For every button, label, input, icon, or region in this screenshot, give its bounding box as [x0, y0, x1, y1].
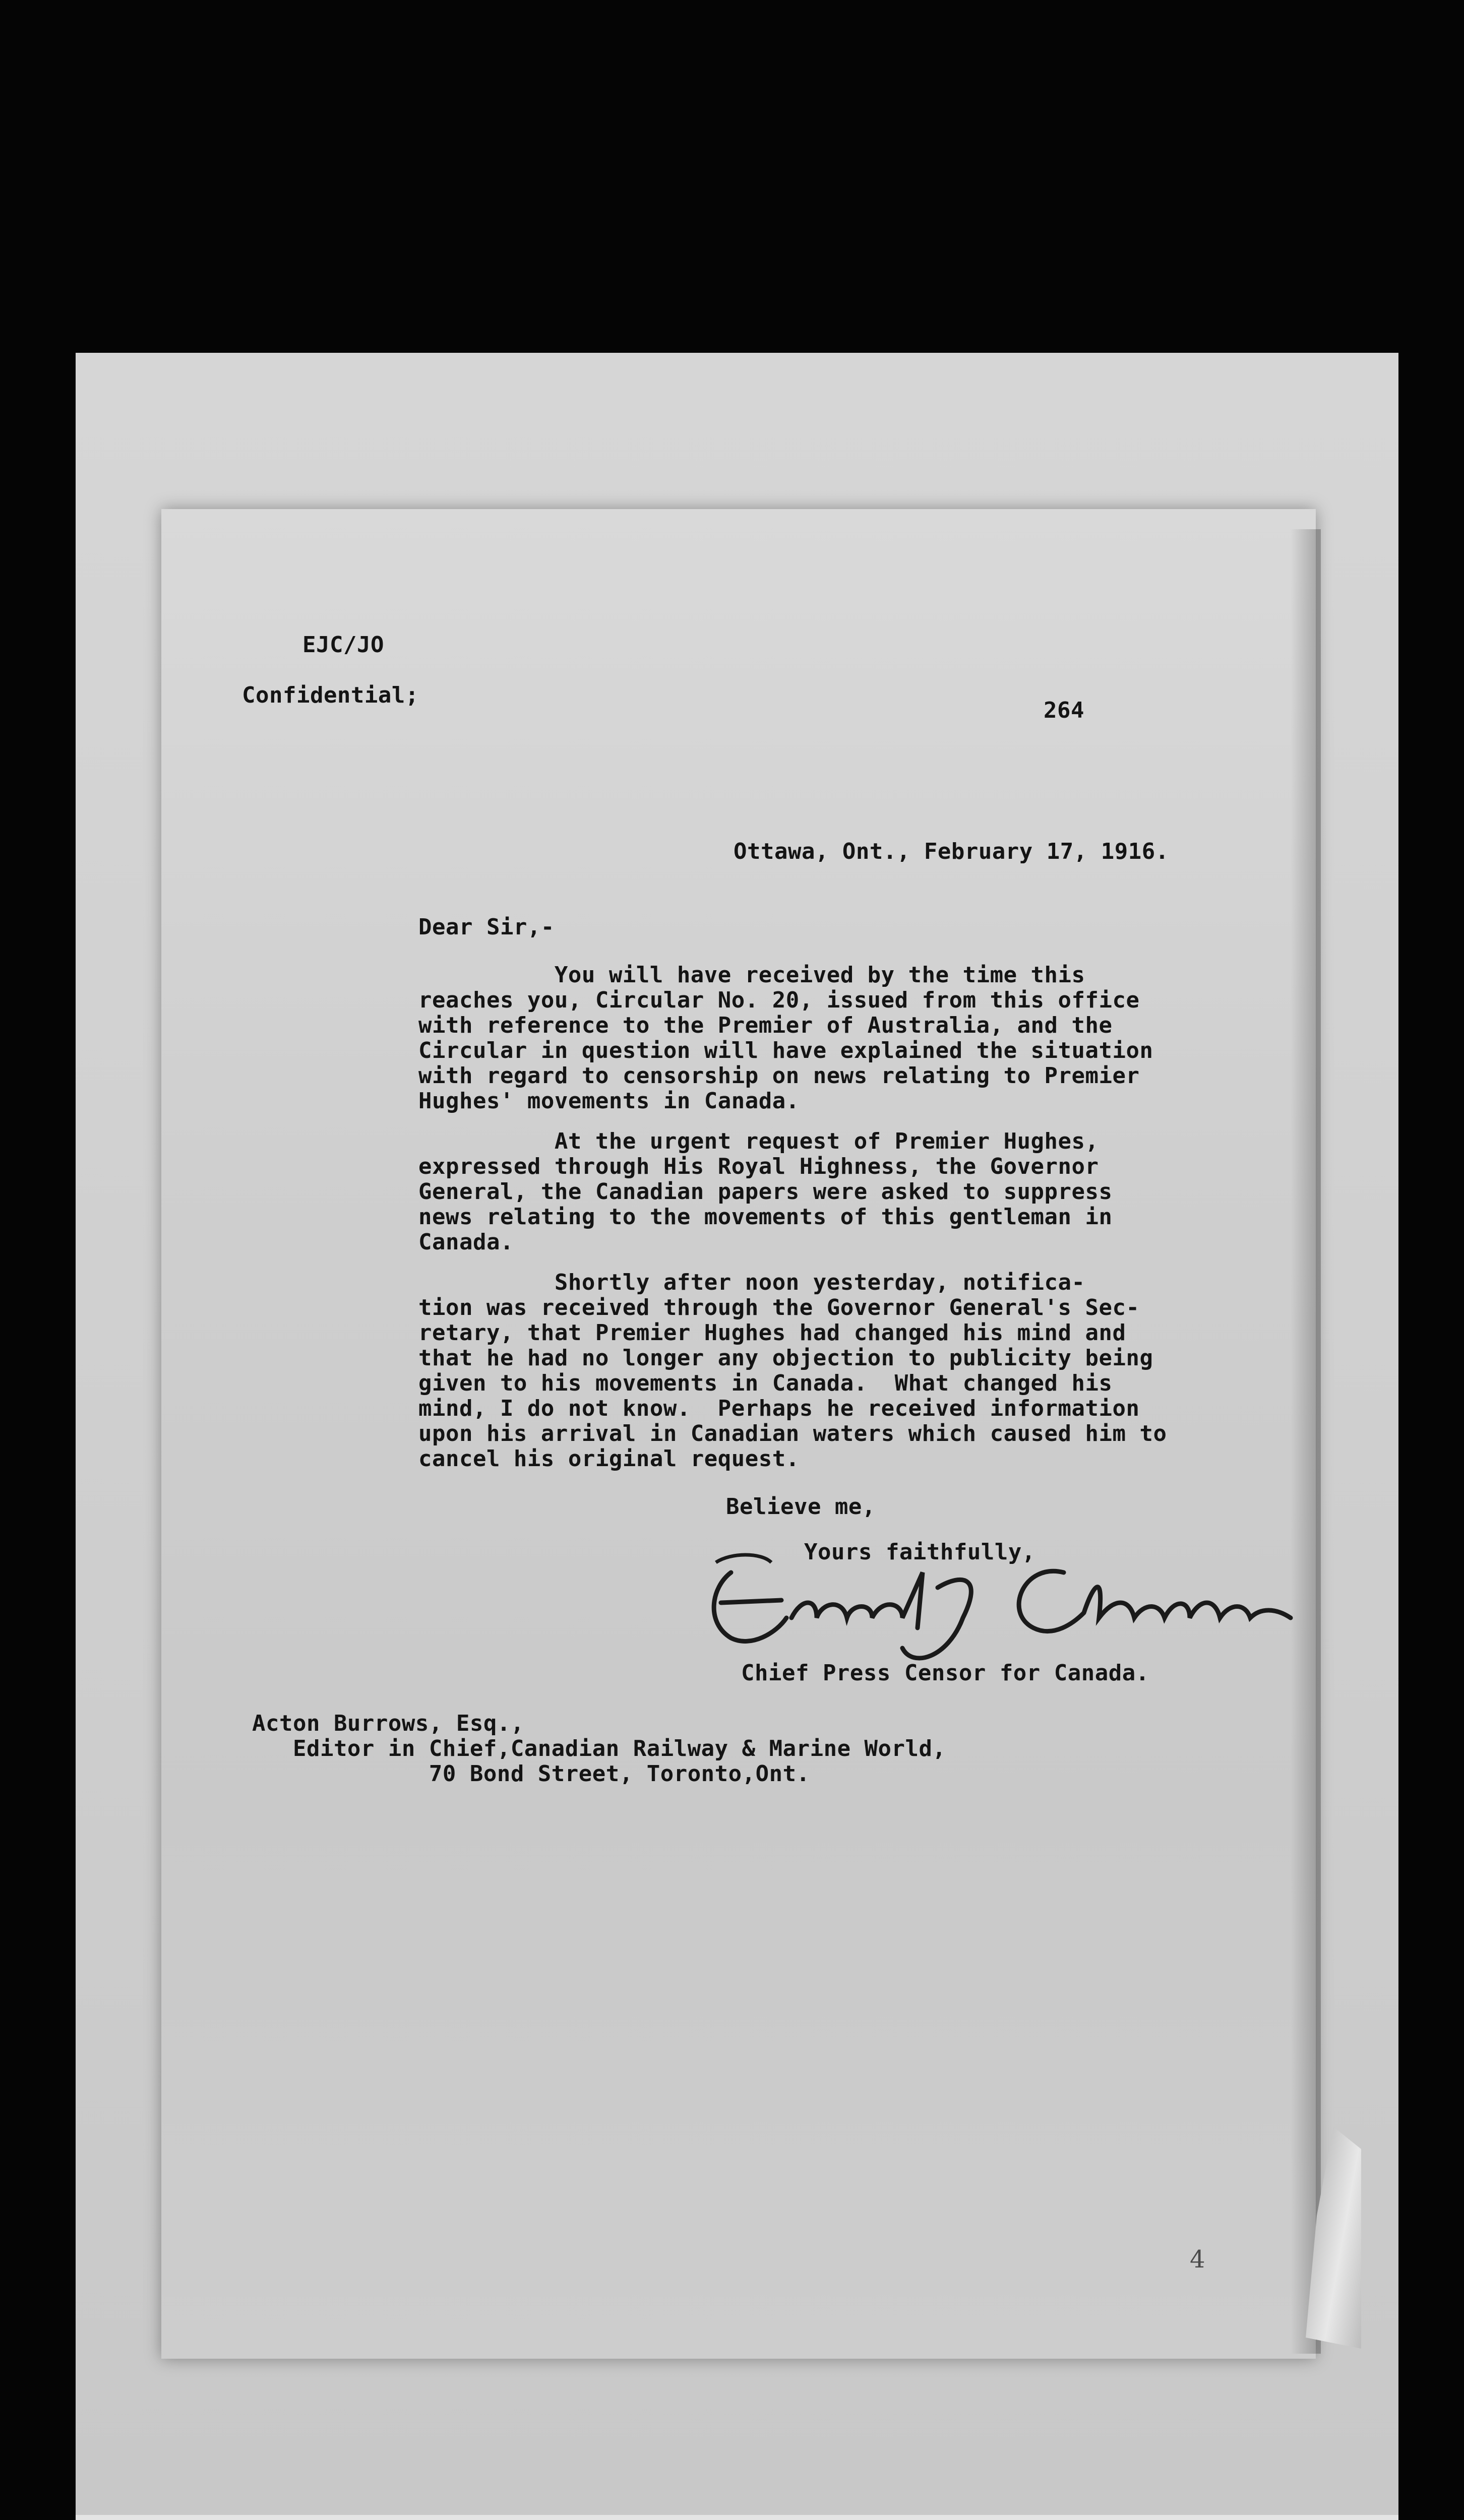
confidential-label: Confidential;	[242, 682, 419, 708]
paragraph-line: that he had no longer any objection to publicity being	[418, 1345, 1153, 1371]
paragraph-1	[418, 963, 1225, 1114]
paragraph-line: tion was received through the Governor General's Sec-	[418, 1295, 1140, 1320]
recipient-address	[252, 1711, 1109, 1787]
paragraph-3	[418, 1270, 1225, 1472]
paragraph-line: At the urgent request of Premier Hughes,	[418, 1128, 1099, 1154]
paragraph-line: Hughes' movements in Canada.	[418, 1088, 800, 1114]
paragraph-line: given to his movements in Canada. What changed his	[418, 1370, 1113, 1396]
reference-initials: EJC/JO	[302, 632, 384, 658]
margin-pencil-mark: 4	[1190, 2245, 1205, 2274]
address-line: Editor in Chief,Canadian Railway & Marine World,	[252, 1736, 946, 1761]
paragraph-line: upon his arrival in Canadian waters which caused him to	[418, 1421, 1167, 1446]
closing-believe-me: Believe me,	[726, 1494, 876, 1520]
paragraph-line: mind, I do not know. Perhaps he received information	[418, 1396, 1140, 1421]
date-line: Ottawa, Ont., February 17, 1916.	[734, 839, 1169, 864]
paragraph-line: Shortly after noon yesterday, notifica-	[418, 1270, 1085, 1295]
sheet-shadow	[1291, 529, 1321, 2354]
paragraph-line: with regard to censorship on news relating to Premier	[418, 1063, 1140, 1089]
paragraph-line: retary, that Premier Hughes had changed his mind and	[418, 1320, 1126, 1346]
paragraph-line: reaches you, Circular No. 20, issued from this office	[418, 987, 1140, 1013]
closing-yours-faithfully: Yours faithfully,	[804, 1539, 1035, 1565]
paragraph-line: Canada.	[418, 1229, 514, 1255]
paragraph-line: cancel his original request.	[418, 1446, 800, 1472]
salutation: Dear Sir,-	[418, 914, 555, 940]
paragraph-line: expressed through His Royal Highness, the Governor	[418, 1154, 1099, 1179]
paragraph-2	[418, 1129, 1225, 1255]
paragraph-line: You will have received by the time this	[418, 962, 1085, 988]
paragraph-line: news relating to the movements of this gentleman in	[418, 1204, 1113, 1230]
paragraph-line: Circular in question will have explained the situation	[418, 1038, 1153, 1063]
paragraph-line: General, the Canadian papers were asked to suppress	[418, 1179, 1113, 1205]
signer-title: Chief Press Censor for Canada.	[741, 1660, 1149, 1686]
page-number: 264	[1044, 698, 1084, 723]
address-line: Acton Burrows, Esq.,	[252, 1711, 524, 1736]
board-edge	[76, 2515, 1398, 2520]
paragraph-line: with reference to the Premier of Australia, and the	[418, 1013, 1113, 1038]
address-line: 70 Bond Street, Toronto,Ont.	[252, 1761, 810, 1787]
handwritten-signature	[701, 1539, 1306, 1673]
